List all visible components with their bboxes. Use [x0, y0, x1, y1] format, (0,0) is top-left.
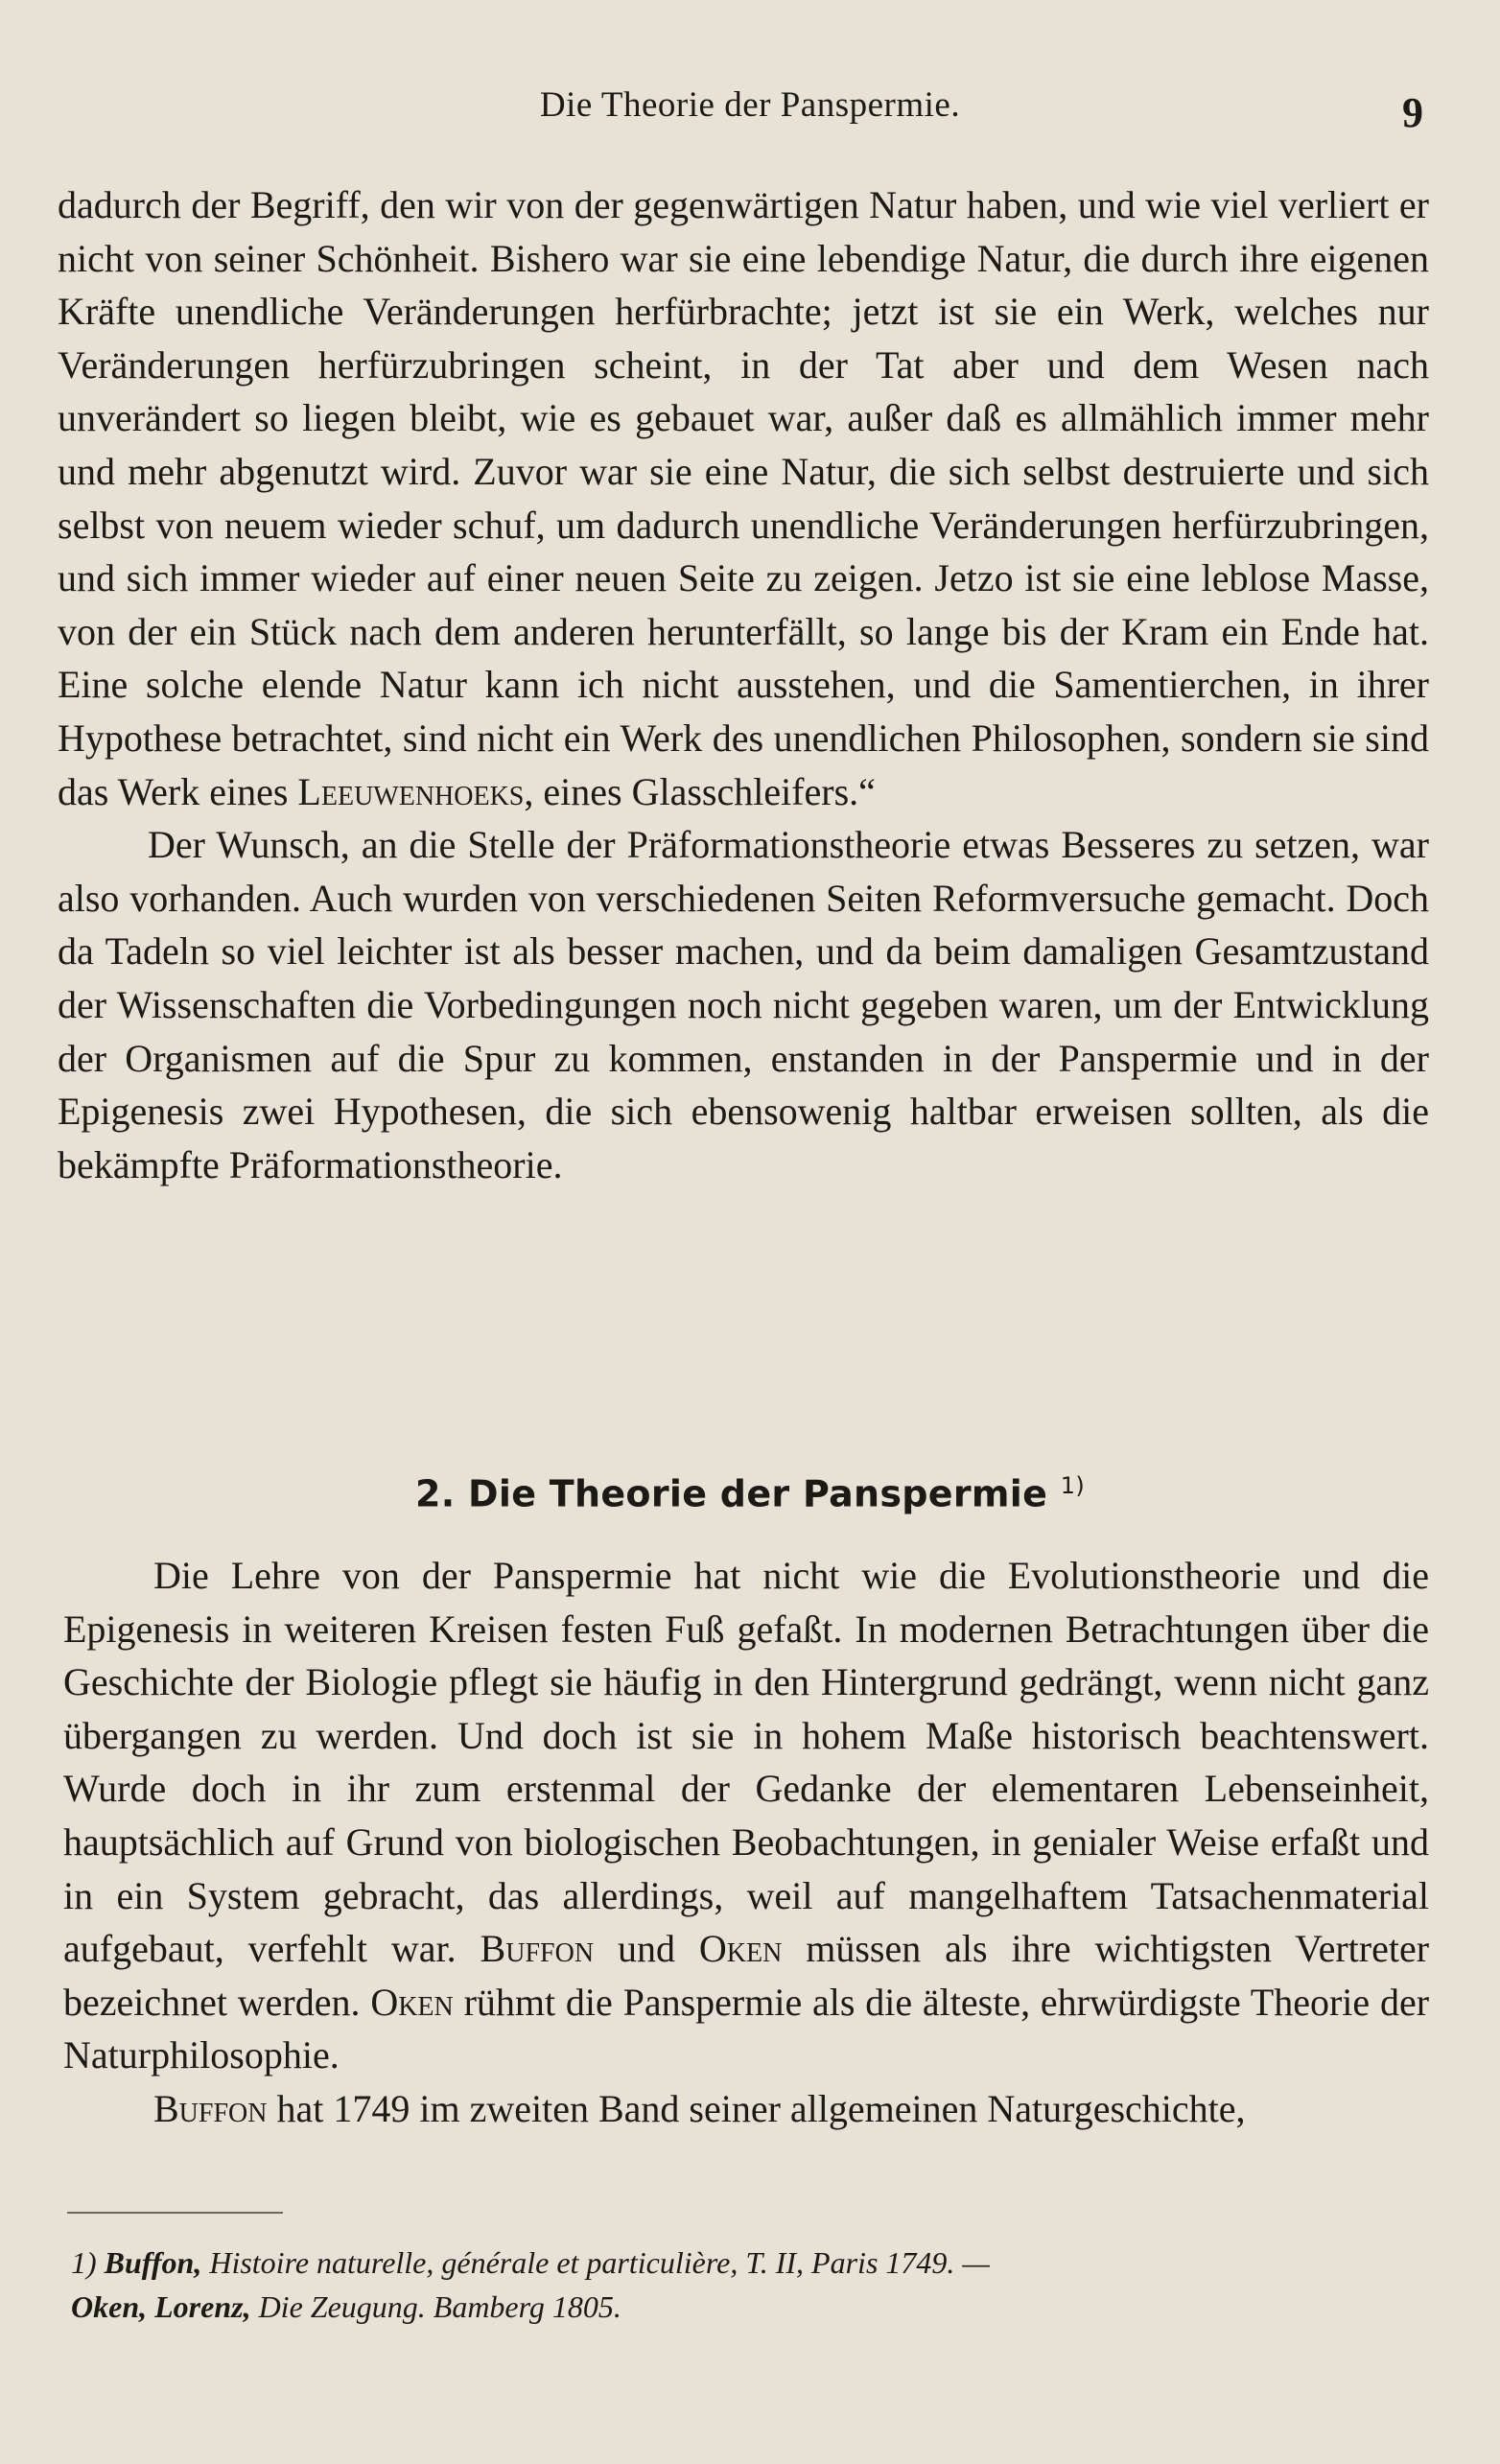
- paragraph-panspermie: [63, 1549, 1429, 2082]
- paragraph-reform: Der Wunsch, an die Stelle der Präformationstheorie etwas Besseres zu setzen, war also vorhanden. Auch wurden von verschiedenen Seiten Reformversuche gemacht. Doch da Tadeln so viel leichter ist als besser machen, und da beim damaligen Gesamtzustand der Wissenschaften die Vorbedingungen noch nicht gegeben waren, um der Entwicklung der Organismen auf die Spur zu kommen, enstanden in der Panspermie und in der Epigenesis zwei Hypothesen, die sich ebensowenig haltbar erweisen sollten, als die bekämpfte Präformationstheorie.: [58, 823, 1429, 1186]
- footnote-line-2: [71, 2285, 1433, 2329]
- paragraph-text: Die Lehre von der Panspermie hat nicht wie die Evolutionstheorie und die Epigenesis in weiteren Kreisen festen Fuß gefaßt. In modernen Betrachtungen über die Geschichte der Biologie pflegt sie häufig in den Hintergrund gedrängt, wenn nicht ganz übergangen zu werden. Und doch ist sie in hohem Maße historisch beachtenswert. Wurde doch in ihr zum erstenmal der Gedanke der elementaren Lebenseinheit, hauptsächlich auf Grund von biologischen Beobachtungen, in genialer Weise erfaßt und in ein System gebracht, das allerdings, weil auf mangelhaftem Tatsachenmaterial aufgebaut, verfehlt war.: [63, 1554, 1429, 1971]
- body-section-1: [58, 178, 1429, 1191]
- person-name-oken: Oken: [370, 1980, 454, 2024]
- paragraph-text: rühmt die Panspermie als die älteste, ehrwürdigste Theorie der Naturphilosophie.: [63, 1980, 1430, 2077]
- footnote-divider: [67, 2212, 283, 2214]
- paragraph-text: hat 1749 im zweiten Band seiner allgemeinen Naturgeschichte,: [276, 2086, 1246, 2130]
- footnote-reference: 1): [1060, 1472, 1085, 1499]
- footnote-marker: 1): [71, 2245, 97, 2280]
- footnote-citation: Die Zeugung. Bamberg 1805.: [258, 2289, 621, 2324]
- footnote-citation: Histoire naturelle, générale et particulière, T. II, Paris 1749. —: [209, 2245, 990, 2280]
- person-name-buffon: Buffon: [153, 2086, 268, 2130]
- footnote-line-1: [71, 2241, 1433, 2285]
- paragraph-text: dadurch der Begriff, den wir von der gegenwärtigen Natur haben, und wie viel verliert er nicht von seiner Schönheit. Bishero war sie eine lebendige Natur, die durch ihre eigenen Kräfte unendliche Veränderungen herfürbrachte; jetzt ist sie ein Werk, welches nur Veränderungen herfürzubringen scheint, in der Tat aber und dem Wesen nach unverändert so liegen bleibt, wie es gebauet war, außer daß es allmählich immer mehr und mehr abgenutzt wird. Zuvor war sie eine Natur, die sich selbst destruierte und sich selbst von neuem wieder schuf, um dadurch unendliche Veränderungen herfürzubringen, und sich immer wieder auf einer neuen Seite zu zeigen. Jetzo ist sie eine leblose Masse, von der ein Stück nach dem anderen herunterfällt, so lange bis der Kram ein Ende hat. Eine solche elende Natur kann ich nicht ausstehen, und die Samentierchen, in ihrer Hypothese betrachtet, sind nicht ein Werk des unendlichen Philosophen, sondern sie sind das Werk eines: [58, 183, 1429, 813]
- body-section-2: [63, 1549, 1429, 2136]
- conjunction-text: und: [617, 1927, 675, 1971]
- footnote-author: Buffon,: [104, 2245, 202, 2280]
- running-title: Die Theorie der Panspermie.: [539, 85, 961, 125]
- paragraph-quote-end: [58, 178, 1429, 818]
- footnote-author: Oken, Lorenz,: [71, 2289, 251, 2324]
- footnotes: [71, 2241, 1433, 2329]
- section-title: 2. Die Theorie der Panspermie: [415, 1472, 1048, 1515]
- paragraph-buffon: [63, 2082, 1429, 2136]
- person-name-buffon: Buffon: [480, 1927, 595, 1971]
- page-number: 9: [1402, 89, 1423, 136]
- section-heading: [0, 1472, 1500, 1515]
- paragraph-text: , eines Glasschleifers.“: [524, 769, 876, 813]
- person-name-leeuwenhoek: Leeuwenhoeks: [297, 769, 525, 813]
- paragraph-text: müssen als ihre wichtigsten Vertreter bezeichnet werden.: [63, 1927, 1430, 2024]
- person-name-oken: Oken: [698, 1927, 783, 1971]
